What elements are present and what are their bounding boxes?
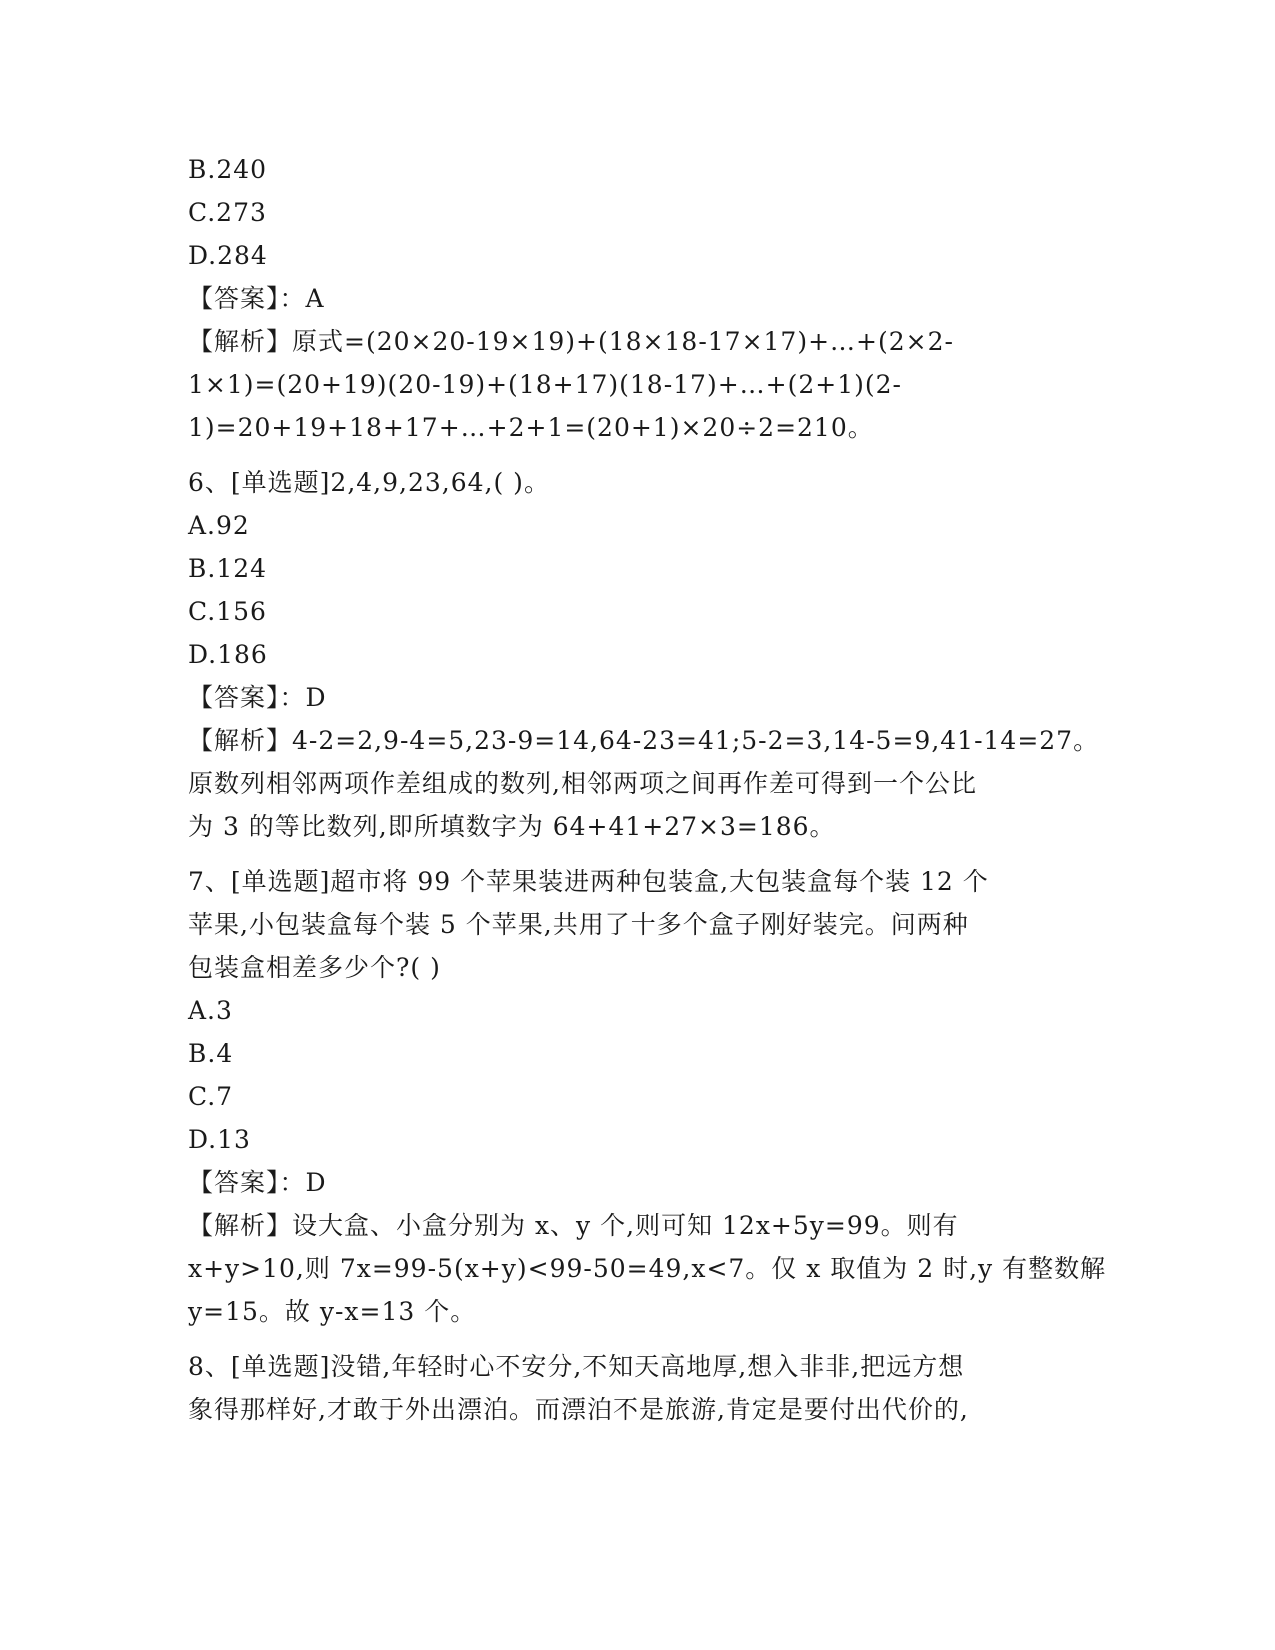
question-6-stem: 6、[单选题]2,4,9,23,64,( )。 [188,468,550,497]
stem-line: 7、[单选题]超市将 99 个苹果装进两种包装盒,大包装盒每个装 12 个 [188,867,989,896]
stem-line: 苹果,小包装盒每个装 5 个苹果,共用了十多个盒子刚好装完。问两种 [188,910,969,939]
stem-line: 象得那样好,才敢于外出漂泊。而漂泊不是旅游,肯定是要付出代价的, [188,1395,969,1424]
option-b: B.4 [188,1039,234,1068]
question-6-options [188,504,1088,676]
option-d: D.13 [188,1125,251,1154]
document-page [188,148,1107,1431]
question-6-analysis [188,719,1100,848]
option-a: A.3 [188,996,233,1025]
analysis-line: 【解析】设大盒、小盒分别为 x、y 个,则可知 12x+5y=99。则有 [188,1211,959,1240]
question-8-stem [188,1345,1088,1431]
option-a: A.92 [188,511,250,540]
question-5-answer: 【答案】：A [188,284,325,313]
question-7-stem [188,860,1088,989]
question-5-analysis [188,320,1088,449]
analysis-line: 为 3 的等比数列,即所填数字为 64+41+27×3=186。 [188,812,836,841]
option-c: C.156 [188,597,267,626]
analysis-line: 【解析】原式=(20×20-19×19)+(18×18-17×17)+…+(2×2- [188,327,954,356]
analysis-line: y=15。故 y-x=13 个。 [188,1297,477,1326]
analysis-line: 1)=20+19+18+17+…+2+1=(20+1)×20÷2=210。 [188,413,874,442]
question-5-options [188,148,1088,277]
option-d: D.186 [188,640,268,669]
analysis-line: 原数列相邻两项作差组成的数列,相邻两项之间再作差可得到一个公比 [188,769,977,798]
question-7-answer: 【答案】：D [188,1168,327,1197]
analysis-line: x+y>10,则 7x=99-5(x+y)<99-50=49,x<7。仅 x 取值为 2 时,y 有整数解 [188,1254,1107,1283]
stem-line: 8、[单选题]没错,年轻时心不安分,不知天高地厚,想入非非,把远方想 [188,1352,965,1381]
option-c: C.273 [188,198,267,227]
analysis-line: 1×1)=(20+19)(20-19)+(18+17)(18-17)+…+(2+1)(2- [188,370,902,399]
question-7-analysis [188,1204,1107,1333]
option-b: B.124 [188,554,268,583]
analysis-line: 【解析】4-2=2,9-4=5,23-9=14,64-23=41;5-2=3,14-5=9,41-14=27。 [188,726,1100,755]
option-d: D.284 [188,241,268,270]
option-b: B.240 [188,155,268,184]
question-6-answer: 【答案】：D [188,683,327,712]
stem-line: 包装盒相差多少个?( ) [188,953,441,982]
question-7-options [188,989,1088,1161]
option-c: C.7 [188,1082,234,1111]
